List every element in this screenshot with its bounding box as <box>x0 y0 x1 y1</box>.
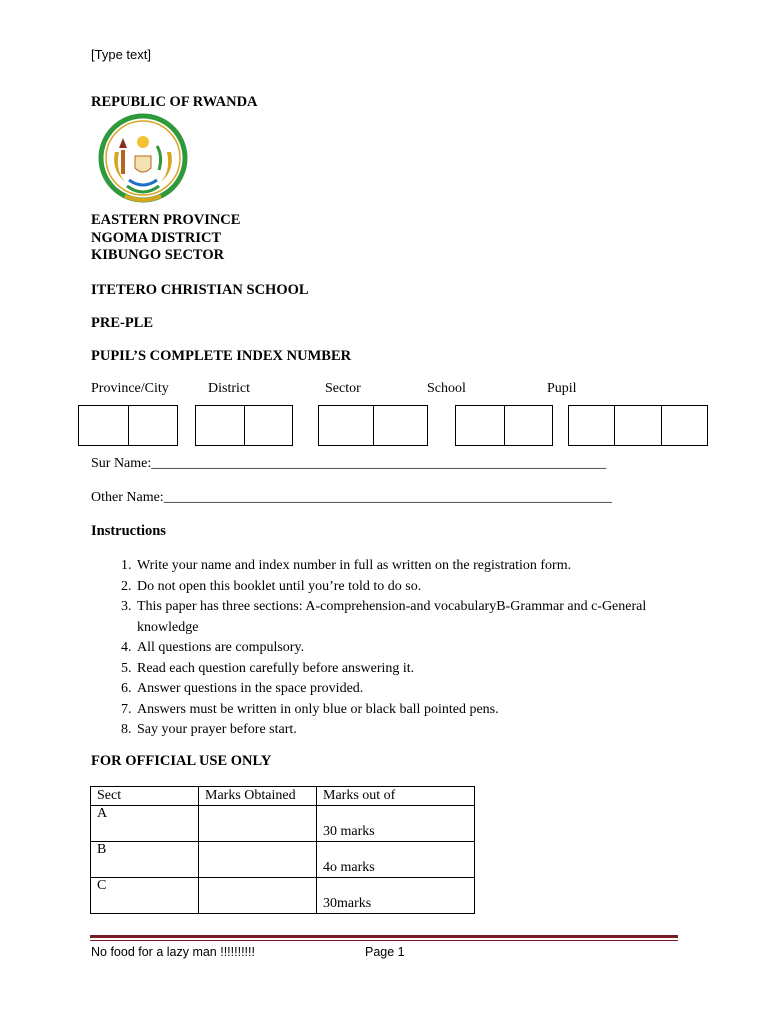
footer-divider-thin <box>90 940 678 941</box>
surname-line: _________________________________________________________________ <box>151 456 607 471</box>
official-use-heading: FOR OFFICIAL USE ONLY <box>91 753 272 769</box>
cell-marks-out-of <box>317 842 475 878</box>
instruction-item: 5. Read each question carefully before answering it. <box>135 659 695 680</box>
index-number-heading: PUPIL’S COMPLETE INDEX NUMBER <box>91 348 352 364</box>
index-box-school[interactable] <box>455 405 553 446</box>
index-box-pupil[interactable] <box>568 405 708 446</box>
cell-sect: C <box>91 878 199 914</box>
sector-heading: KIBUNGO SECTOR <box>91 247 225 263</box>
cell-marks-obtained[interactable] <box>199 806 317 842</box>
index-box-sector[interactable] <box>318 405 428 446</box>
province-heading: EASTERN PROVINCE <box>91 212 241 228</box>
cell-marks-obtained[interactable] <box>199 878 317 914</box>
header-placeholder-text: [Type text] <box>91 47 151 62</box>
header-sect: Sect <box>91 787 199 806</box>
header-marks-out-of: Marks out of <box>317 787 475 806</box>
label-pupil: Pupil <box>547 381 577 396</box>
instruction-item: 7. Answers must be written in only blue or black ball pointed pens. <box>135 700 695 721</box>
marks-table <box>90 786 475 914</box>
surname-label: Sur Name: <box>91 456 152 471</box>
label-school: School <box>427 381 466 396</box>
othername-field[interactable] <box>91 490 612 506</box>
instruction-item: 4. All questions are compulsory. <box>135 638 695 659</box>
cell-marks-out-of <box>317 806 475 842</box>
footer-motto: No food for a lazy man !!!!!!!!!! <box>91 945 255 959</box>
instruction-item: 2. Do not open this booklet until you’re told to do so. <box>135 577 695 598</box>
page-number: Page 1 <box>365 945 405 959</box>
rwanda-coat-of-arms-icon <box>95 112 191 208</box>
othername-line: ________________________________________________________________ <box>163 490 612 505</box>
marks-out-of-value: 30marks <box>323 896 372 911</box>
table-header-row <box>91 787 475 806</box>
index-box-district[interactable] <box>195 405 293 446</box>
footer-divider <box>90 935 678 938</box>
instruction-item: 8. Say your prayer before start. <box>135 720 695 741</box>
marks-out-of-value: 4o marks <box>323 860 375 875</box>
othername-label: Other Name: <box>91 490 164 505</box>
surname-field[interactable] <box>91 456 606 472</box>
table-row <box>91 806 475 842</box>
cell-marks-obtained[interactable] <box>199 842 317 878</box>
table-row <box>91 878 475 914</box>
table-row <box>91 842 475 878</box>
label-sector: Sector <box>325 381 361 396</box>
cell-marks-out-of <box>317 878 475 914</box>
header-marks-obtained: Marks Obtained <box>199 787 317 806</box>
label-province-city: Province/City <box>91 381 169 396</box>
label-district: District <box>208 381 250 396</box>
instructions-heading: Instructions <box>91 523 166 539</box>
exam-heading: PRE-PLE <box>91 315 154 331</box>
instruction-item: 6. Answer questions in the space provided. <box>135 679 695 700</box>
country-heading: REPUBLIC OF RWANDA <box>91 94 258 110</box>
school-heading: ITETERO CHRISTIAN SCHOOL <box>91 282 309 298</box>
instruction-item: 3. This paper has three sections: A-comprehension-and vocabularyB-Grammar and c-General knowledge <box>135 597 695 638</box>
index-box-province[interactable] <box>78 405 178 446</box>
cell-sect: B <box>91 842 199 878</box>
marks-out-of-value: 30 marks <box>323 824 375 839</box>
cell-sect: A <box>91 806 199 842</box>
instruction-item: 1. Write your name and index number in full as written on the registration form. <box>135 556 695 577</box>
district-heading: NGOMA DISTRICT <box>91 230 222 246</box>
instructions-list <box>91 556 695 741</box>
